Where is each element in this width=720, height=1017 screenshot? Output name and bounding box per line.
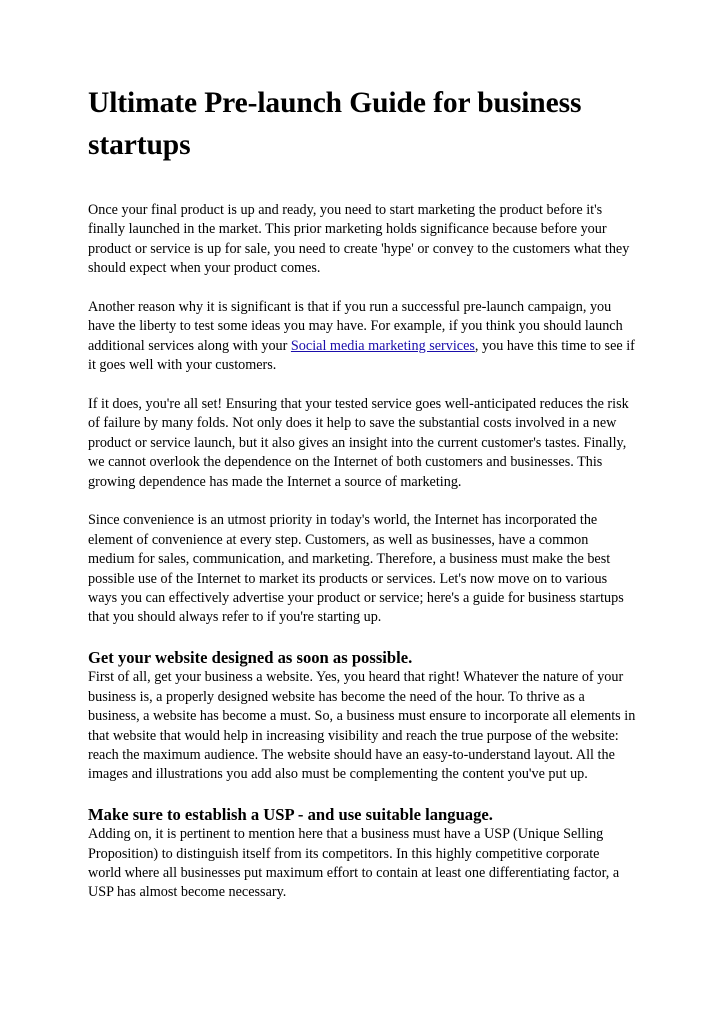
body-paragraph: Since convenience is an utmost priority in today's world, the Internet has incorporated the element of convenience at every step. Customers, as well as businesses, have a common medium for sales, communication, and marketing. Therefore, a business must make the best possible use of the Internet to market its products or services. Let's now move on to various ways you can effectively advertise your product or service; here's a guide for business startups that you should always refer to if you're starting up. bbox=[88, 512, 624, 626]
intro-paragraph: Once your final product is up and ready, you need to start marketing the product before it's finally launched in the market. This prior marketing holds significance because before your product or service is up for sale, you need to create 'hype' or convey to the customers what they should expect when your product comes. bbox=[88, 202, 630, 277]
section-heading-website: Get your website designed as soon as possible. bbox=[88, 648, 413, 668]
document-title: Ultimate Pre-launch Guide for business startups bbox=[88, 87, 582, 161]
paragraph-text-after-link: , you have this time to see if it goes well with your customers. bbox=[88, 337, 635, 374]
document-page bbox=[88, 82, 636, 922]
paragraph-text-before-link: Another reason why it is significant is that if you run a successful pre-launch campaign, you have the liberty to test some ideas you may have. For example, if you think you should launch additional services along with your bbox=[88, 299, 623, 354]
paragraph-with-link bbox=[88, 298, 636, 376]
social-media-marketing-link[interactable]: Social media marketing services bbox=[290, 337, 475, 354]
section-body-website: First of all, get your business a website. Yes, you heard that right! Whatever the nature of your business is, a properly designed website has become the need of the hour. To thrive as a business, a website has become a must. So, a business must ensure to incorporate all elements in that website that would help in increasing visibility and reach the true purpose of the website: reach the maximum audience. The website should have an easy-to-understand layout. All the images and illustrations you add also must be complementing the content you've put up. bbox=[88, 669, 636, 783]
body-paragraph: If it does, you're all set! Ensuring that your tested service goes well-anticipated reduces the risk of failure by many folds. Not only does it help to save the substantial costs involved in a new product or service launch, but it also gives an insight into the current customer's tastes. Finally, we cannot overlook the dependence on the Internet of both customers and businesses. This growing dependence has made the Internet a source of marketing. bbox=[88, 396, 629, 490]
section-heading-usp: Make sure to establish a USP - and use suitable language. bbox=[88, 805, 493, 825]
section-body-usp: Adding on, it is pertinent to mention here that a business must have a USP (Unique Selling Proposition) to distinguish itself from its competitors. In this highly competitive corporate world where all businesses put maximum effort to contain at least one differentiating factor, a USP has almost become necessary. bbox=[88, 826, 620, 901]
